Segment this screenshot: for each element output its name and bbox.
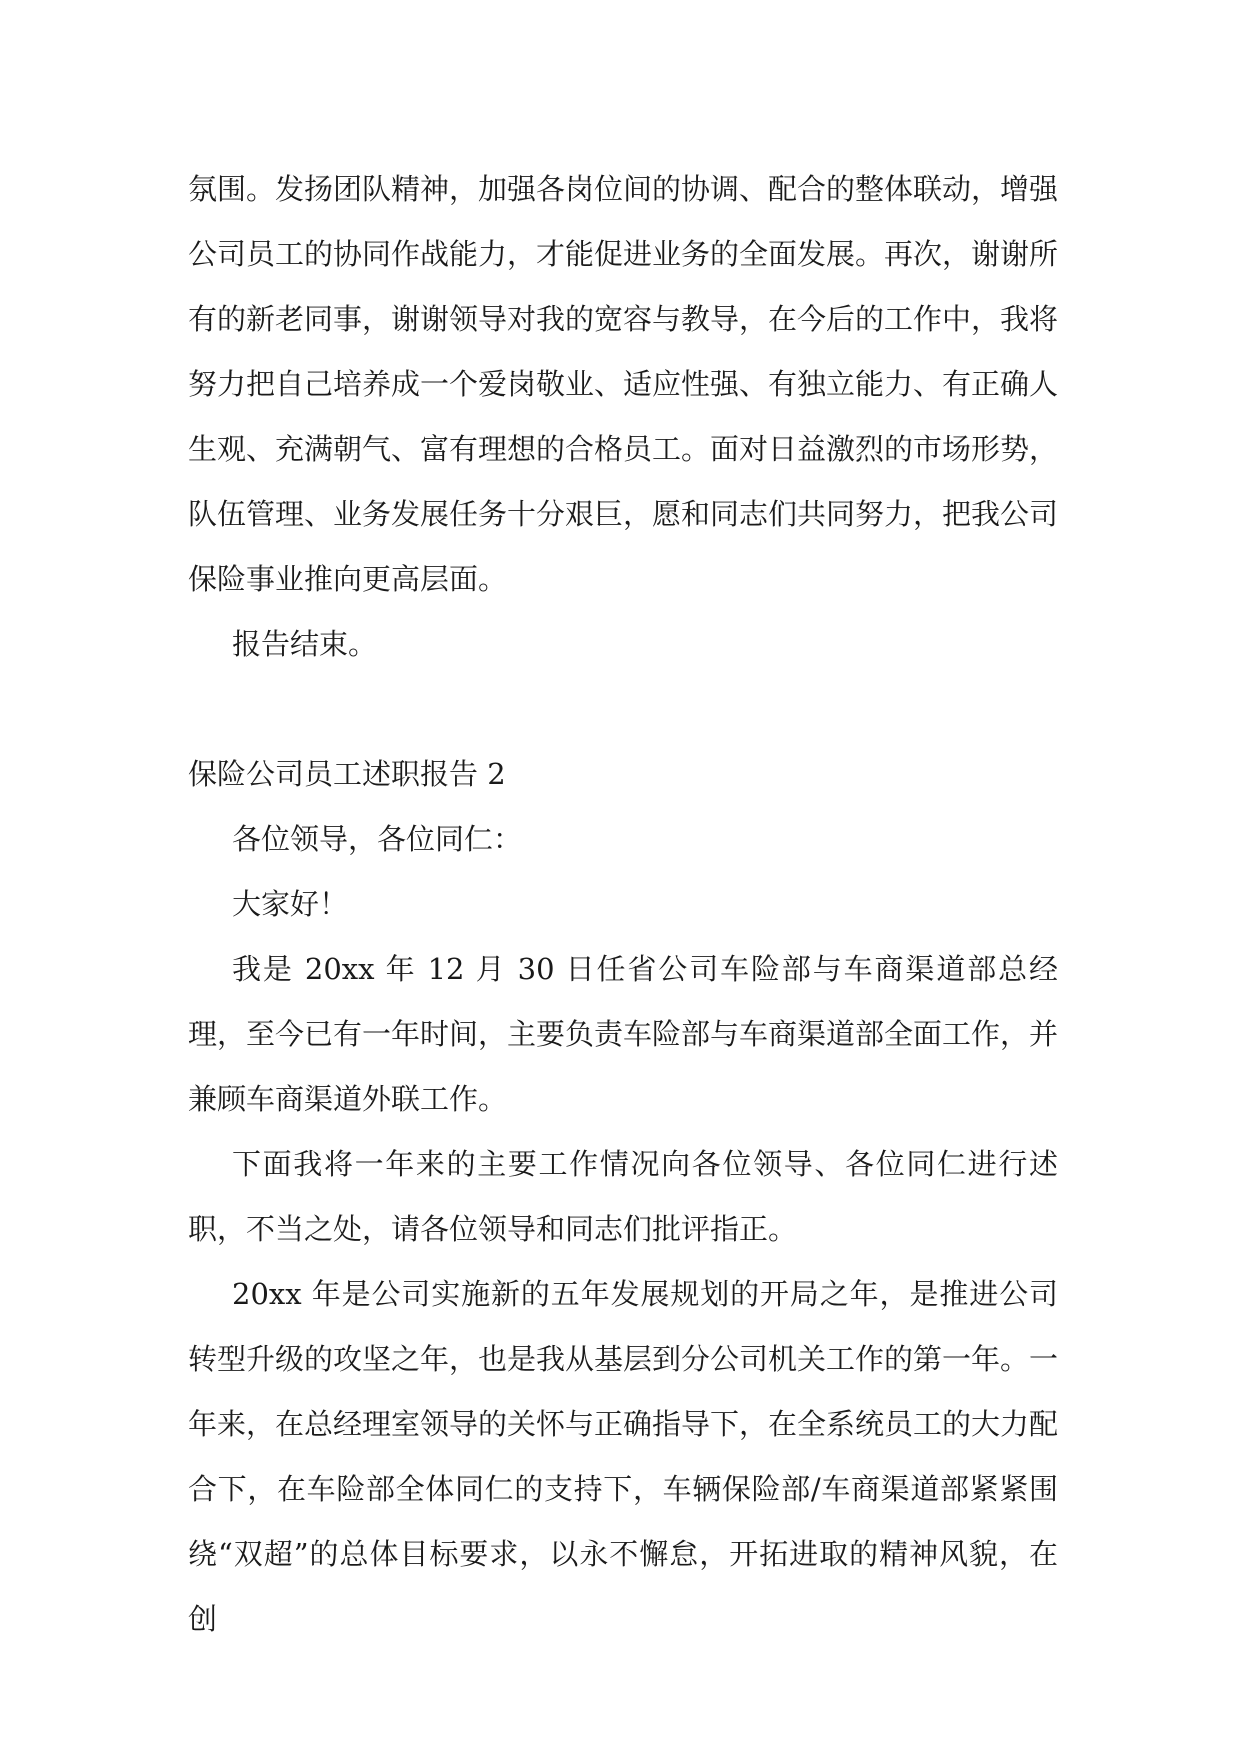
paragraph-overview: 20xx 年是公司实施新的五年发展规划的开局之年，是推进公司转型升级的攻坚之年，也是我从基层到分公司机关工作的第一年。一年来，在总经理室领导的关怀与正确指导下，在全系统员工的大力配合下，在车险部全体同仁的支持下，车辆保险部/车商渠道部紧紧围绕“双超”的总体目标要求，以永不懈怠，开拓进取的精神风貌，在创 — [188, 1277, 1059, 1636]
document-body — [188, 157, 1058, 1652]
paragraph-report-end: 报告结束。 — [232, 627, 378, 661]
paragraph-greeting: 大家好！ — [232, 887, 349, 921]
paragraph-intro: 我是 20xx 年 12 月 30 日任省公司车险部与车商渠道部总经理，至今已有一年时间，主要负责车险部与车商渠道部全面工作，并兼顾车商渠道外联工作。 — [188, 952, 1059, 1116]
paragraph-purpose: 下面我将一年来的主要工作情况向各位领导、各位同仁进行述职，不当之处，请各位领导和同志们批评指正。 — [188, 1147, 1058, 1246]
section-heading: 保险公司员工述职报告 2 — [188, 757, 506, 791]
section-spacer — [188, 677, 1058, 742]
paragraph-continuation: 氛围。发扬团队精神，加强各岗位间的协调、配合的整体联动，增强公司员工的协同作战能力，才能促进业务的全面发展。再次，谢谢所有的新老同事，谢谢领导对我的宽容与教导，在今后的工作中，我将努力把自己培养成一个爱岗敬业、适应性强、有独立能力、有正确人生观、充满朝气、富有理想的合格员工。面对日益激烈的市场形势，队伍管理、业务发展任务十分艰巨，愿和同志们共同努力，把我公司保险事业推向更高层面。 — [188, 172, 1059, 596]
paragraph-salutation: 各位领导，各位同仁： — [232, 822, 523, 856]
